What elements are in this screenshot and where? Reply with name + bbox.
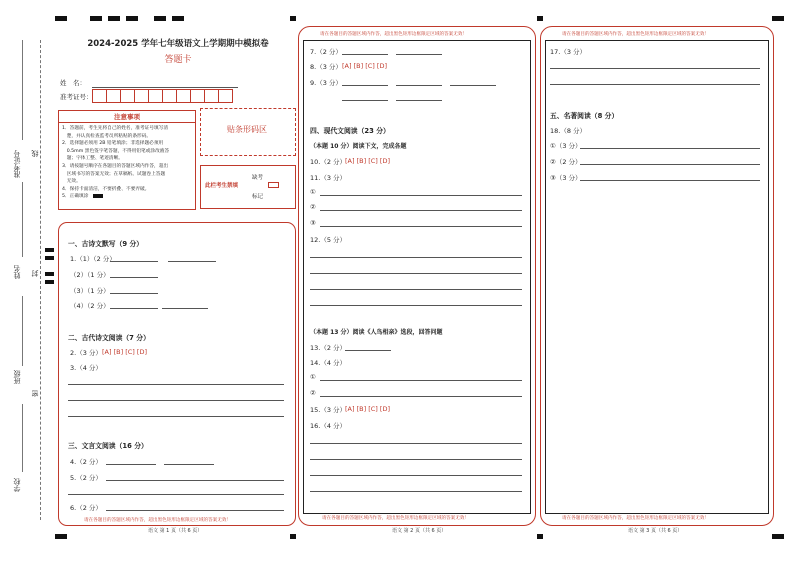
- choice-a[interactable]: [A]: [345, 405, 355, 413]
- answer-line[interactable]: [310, 459, 522, 460]
- answer-marker: ③: [310, 219, 316, 227]
- answer-line[interactable]: [68, 494, 284, 495]
- answer-line[interactable]: [580, 148, 760, 149]
- answer-line[interactable]: [320, 210, 522, 211]
- choice-d[interactable]: [D]: [136, 348, 147, 356]
- choice-b[interactable]: [B]: [113, 348, 124, 356]
- question-label: （3）（1 分）: [70, 287, 110, 295]
- page-footer: 语文 第 3 页（共 6 页）: [628, 528, 683, 534]
- answer-line[interactable]: [310, 475, 522, 476]
- answer-line[interactable]: [106, 480, 284, 481]
- page-title: 2024-2025 学年七年级语文上学期期中模拟卷: [87, 39, 269, 49]
- notes-item: 2．选择题必须用 2B 铅笔填涂；非选择题必须用: [62, 141, 164, 147]
- question-label: 10.（2 分）: [310, 158, 347, 166]
- question-label: 1.（1）（2 分）: [70, 255, 116, 263]
- timing-mark: [537, 534, 543, 539]
- answer-line[interactable]: [342, 100, 388, 101]
- notes-item: 3．请按题号顺序在各题目的答题区域内作答，超出: [62, 163, 169, 169]
- page-subtitle: 答题卡: [164, 55, 192, 65]
- timing-mark: [45, 256, 54, 260]
- notes-item: 0.5mm 黑色签字笔答题，不得用铅笔或涂改液答: [62, 148, 170, 154]
- absent-checkbox[interactable]: [268, 182, 279, 188]
- answer-line[interactable]: [550, 68, 760, 69]
- choice-options[interactable]: [345, 157, 390, 165]
- timing-mark: [290, 534, 296, 539]
- answer-line[interactable]: [110, 308, 158, 309]
- section-heading: 二、古代诗文阅读（7 分）: [68, 334, 150, 342]
- notes-item: 题；字体工整、笔迹清晰。: [62, 156, 123, 162]
- choice-b[interactable]: [B]: [356, 405, 367, 413]
- choice-c[interactable]: [C]: [125, 348, 135, 356]
- choice-b[interactable]: [B]: [356, 157, 367, 165]
- question-label: 17.（3 分）: [550, 48, 587, 56]
- side-feng: 封: [31, 270, 39, 277]
- question-label: （2）（1 分）: [70, 271, 110, 279]
- answer-line[interactable]: [162, 308, 208, 309]
- answer-line[interactable]: [164, 464, 214, 465]
- timing-mark: [55, 16, 67, 21]
- timing-mark: [772, 534, 784, 539]
- notes-item: 楚，并认真检查监考员所粘贴的条形码。: [62, 133, 152, 139]
- choice-options[interactable]: [102, 348, 147, 356]
- question-label: 9.（3 分）: [310, 79, 342, 87]
- side-class: 班级: [13, 370, 21, 384]
- answer-line[interactable]: [310, 305, 522, 306]
- answer-line[interactable]: [396, 100, 442, 101]
- answer-line[interactable]: [320, 195, 522, 196]
- question-label: 3.（4 分）: [70, 364, 102, 372]
- exam-no-boxes[interactable]: [92, 89, 232, 103]
- side-exam-no: 准考证号: [13, 150, 21, 178]
- timing-mark: [45, 248, 54, 252]
- notes-box: [58, 110, 196, 210]
- timing-mark: [108, 16, 120, 21]
- answer-line[interactable]: [310, 257, 522, 258]
- boundary-notice: 请在各题目的答题区域内作答，超出黑色矩形边框限定区域的答案无效！: [322, 516, 470, 521]
- timing-mark: [90, 16, 102, 21]
- choice-d[interactable]: [D]: [379, 157, 390, 165]
- side-name: 姓名: [13, 265, 21, 279]
- question-label: 6.（2 分）: [70, 504, 102, 512]
- question-label: 5.（2 分）: [70, 474, 102, 482]
- boundary-notice: 请在各题目的答题区域内作答，超出黑色矩形边框限定区域的答案无效！: [320, 32, 468, 37]
- exam-no-label: 准考证号：: [60, 93, 93, 101]
- question-label: 11.（3 分）: [310, 174, 347, 182]
- boundary-notice: 请在各题目的答题区域内作答，超出黑色矩形边框限定区域的答案无效！: [562, 32, 710, 37]
- side-mi: 密: [31, 390, 39, 397]
- answer-line[interactable]: [580, 180, 760, 181]
- choice-options[interactable]: [342, 62, 387, 70]
- choice-c[interactable]: [C]: [368, 405, 378, 413]
- notes-item: 5．正确填涂: [62, 194, 89, 200]
- question-label: 4.（2 分）: [70, 458, 102, 466]
- timing-mark: [45, 272, 54, 276]
- answer-line[interactable]: [342, 54, 388, 55]
- answer-line[interactable]: [345, 350, 391, 351]
- answer-line[interactable]: [310, 443, 522, 444]
- answer-marker: ②: [310, 389, 316, 397]
- answer-line[interactable]: [320, 396, 522, 397]
- notes-title: 注意事项: [59, 111, 195, 123]
- section-heading: 三、文言文阅读（16 分）: [68, 442, 148, 450]
- absent-mark1: 缺考: [252, 175, 264, 181]
- side-xian: 线: [31, 150, 39, 157]
- answer-line[interactable]: [68, 400, 284, 401]
- question-label: 2.（3 分）: [70, 349, 102, 357]
- question-label: 14.（4 分）: [310, 359, 347, 367]
- choice-d[interactable]: [D]: [376, 62, 387, 70]
- side-field-line: [22, 404, 23, 472]
- section-heading: 四、现代文阅读（23 分）: [310, 127, 390, 135]
- answer-line[interactable]: [310, 289, 522, 290]
- notes-item: 区域书写的答案无效；在草稿纸、试题卷上答题: [62, 171, 166, 177]
- answer-line[interactable]: [580, 164, 760, 165]
- name-label: 姓 名：: [60, 79, 86, 87]
- answer-line[interactable]: [396, 54, 442, 55]
- side-field-line: [22, 296, 23, 366]
- answer-line[interactable]: [320, 226, 522, 227]
- answer-line[interactable]: [110, 277, 158, 278]
- answer-marker: ②: [310, 203, 316, 211]
- side-field-line: [22, 182, 23, 257]
- timing-mark: [537, 16, 543, 21]
- answer-line[interactable]: [110, 261, 158, 262]
- answer-line[interactable]: [550, 84, 760, 85]
- question-label: 18.（8 分）: [550, 127, 587, 135]
- section-heading: 一、古诗文默写（9 分）: [68, 240, 144, 248]
- question-label: ①（3 分）: [550, 142, 582, 150]
- question-label: （4）（2 分）: [70, 302, 110, 310]
- part-heading: （本题 10 分）阅读下文，完成各题: [310, 143, 407, 150]
- choice-a[interactable]: [A]: [102, 348, 112, 356]
- choice-options[interactable]: [345, 405, 390, 413]
- answer-line[interactable]: [106, 464, 156, 465]
- question-label: 8.（3 分）: [310, 63, 342, 71]
- choice-b[interactable]: [B]: [353, 62, 364, 70]
- answer-line[interactable]: [342, 85, 388, 86]
- side-field-line: [22, 40, 23, 140]
- answer-marker: ①: [310, 188, 316, 196]
- absent-label: 此栏考生禁填: [205, 183, 239, 189]
- answer-line[interactable]: [68, 416, 284, 417]
- absent-mark2: 标记: [252, 194, 264, 200]
- question-label: 13.（2 分）: [310, 344, 347, 352]
- notes-item: 无效。: [62, 179, 81, 185]
- choice-a[interactable]: [A]: [345, 157, 355, 165]
- answer-line[interactable]: [320, 380, 522, 381]
- part-heading: （本题 13 分）阅读《人鸟相亲》选段，回答问题: [310, 329, 443, 336]
- binding-line: [40, 40, 41, 520]
- answer-line[interactable]: [110, 293, 158, 294]
- question-label: 15.（3 分）: [310, 406, 347, 414]
- answer-line[interactable]: [450, 85, 496, 86]
- question-label: ③（3 分）: [550, 174, 582, 182]
- timing-mark: [172, 16, 184, 21]
- page-footer: 语文 第 1 页（共 6 页）: [148, 528, 203, 534]
- boundary-notice: 请在各题目的答题区域内作答，超出黑色矩形边框限定区域的答案无效！: [562, 516, 710, 521]
- answer-line[interactable]: [310, 491, 522, 492]
- timing-mark: [772, 16, 784, 21]
- notes-item: 1．答题前，考生先将自己的姓名，准考证号填写清: [62, 126, 169, 131]
- answer-line[interactable]: [106, 510, 284, 511]
- timing-mark: [55, 534, 67, 539]
- question-label: ②（2 分）: [550, 158, 582, 166]
- choice-a[interactable]: [A]: [342, 62, 352, 70]
- choice-c[interactable]: [C]: [368, 157, 378, 165]
- name-input[interactable]: [92, 87, 238, 88]
- answer-line[interactable]: [168, 261, 216, 262]
- side-school: 学校: [13, 478, 21, 492]
- page-footer: 语文 第 2 页（共 6 页）: [392, 528, 447, 534]
- timing-mark: [126, 16, 138, 21]
- boundary-notice: 请在各题目的答题区域内作答，超出黑色矩形边框限定区域的答案无效！: [84, 518, 232, 523]
- barcode-label: 贴条形码区: [227, 125, 267, 134]
- choice-c[interactable]: [C]: [365, 62, 375, 70]
- timing-mark: [154, 16, 166, 21]
- answer-marker: ①: [310, 373, 316, 381]
- answer-line[interactable]: [310, 273, 522, 274]
- question-label: 12.（5 分）: [310, 236, 347, 244]
- question-label: 16.（4 分）: [310, 422, 347, 430]
- filled-sample: [93, 194, 103, 198]
- choice-d[interactable]: [D]: [379, 405, 390, 413]
- answer-line[interactable]: [396, 85, 442, 86]
- question-label: 7.（2 分）: [310, 48, 342, 56]
- section-heading: 五、名著阅读（8 分）: [550, 112, 619, 120]
- answer-line[interactable]: [68, 384, 284, 385]
- timing-mark: [290, 16, 296, 21]
- timing-mark: [45, 280, 54, 284]
- notes-item: 4．保持卡面清洁，不要折叠、不要弄破。: [62, 186, 150, 192]
